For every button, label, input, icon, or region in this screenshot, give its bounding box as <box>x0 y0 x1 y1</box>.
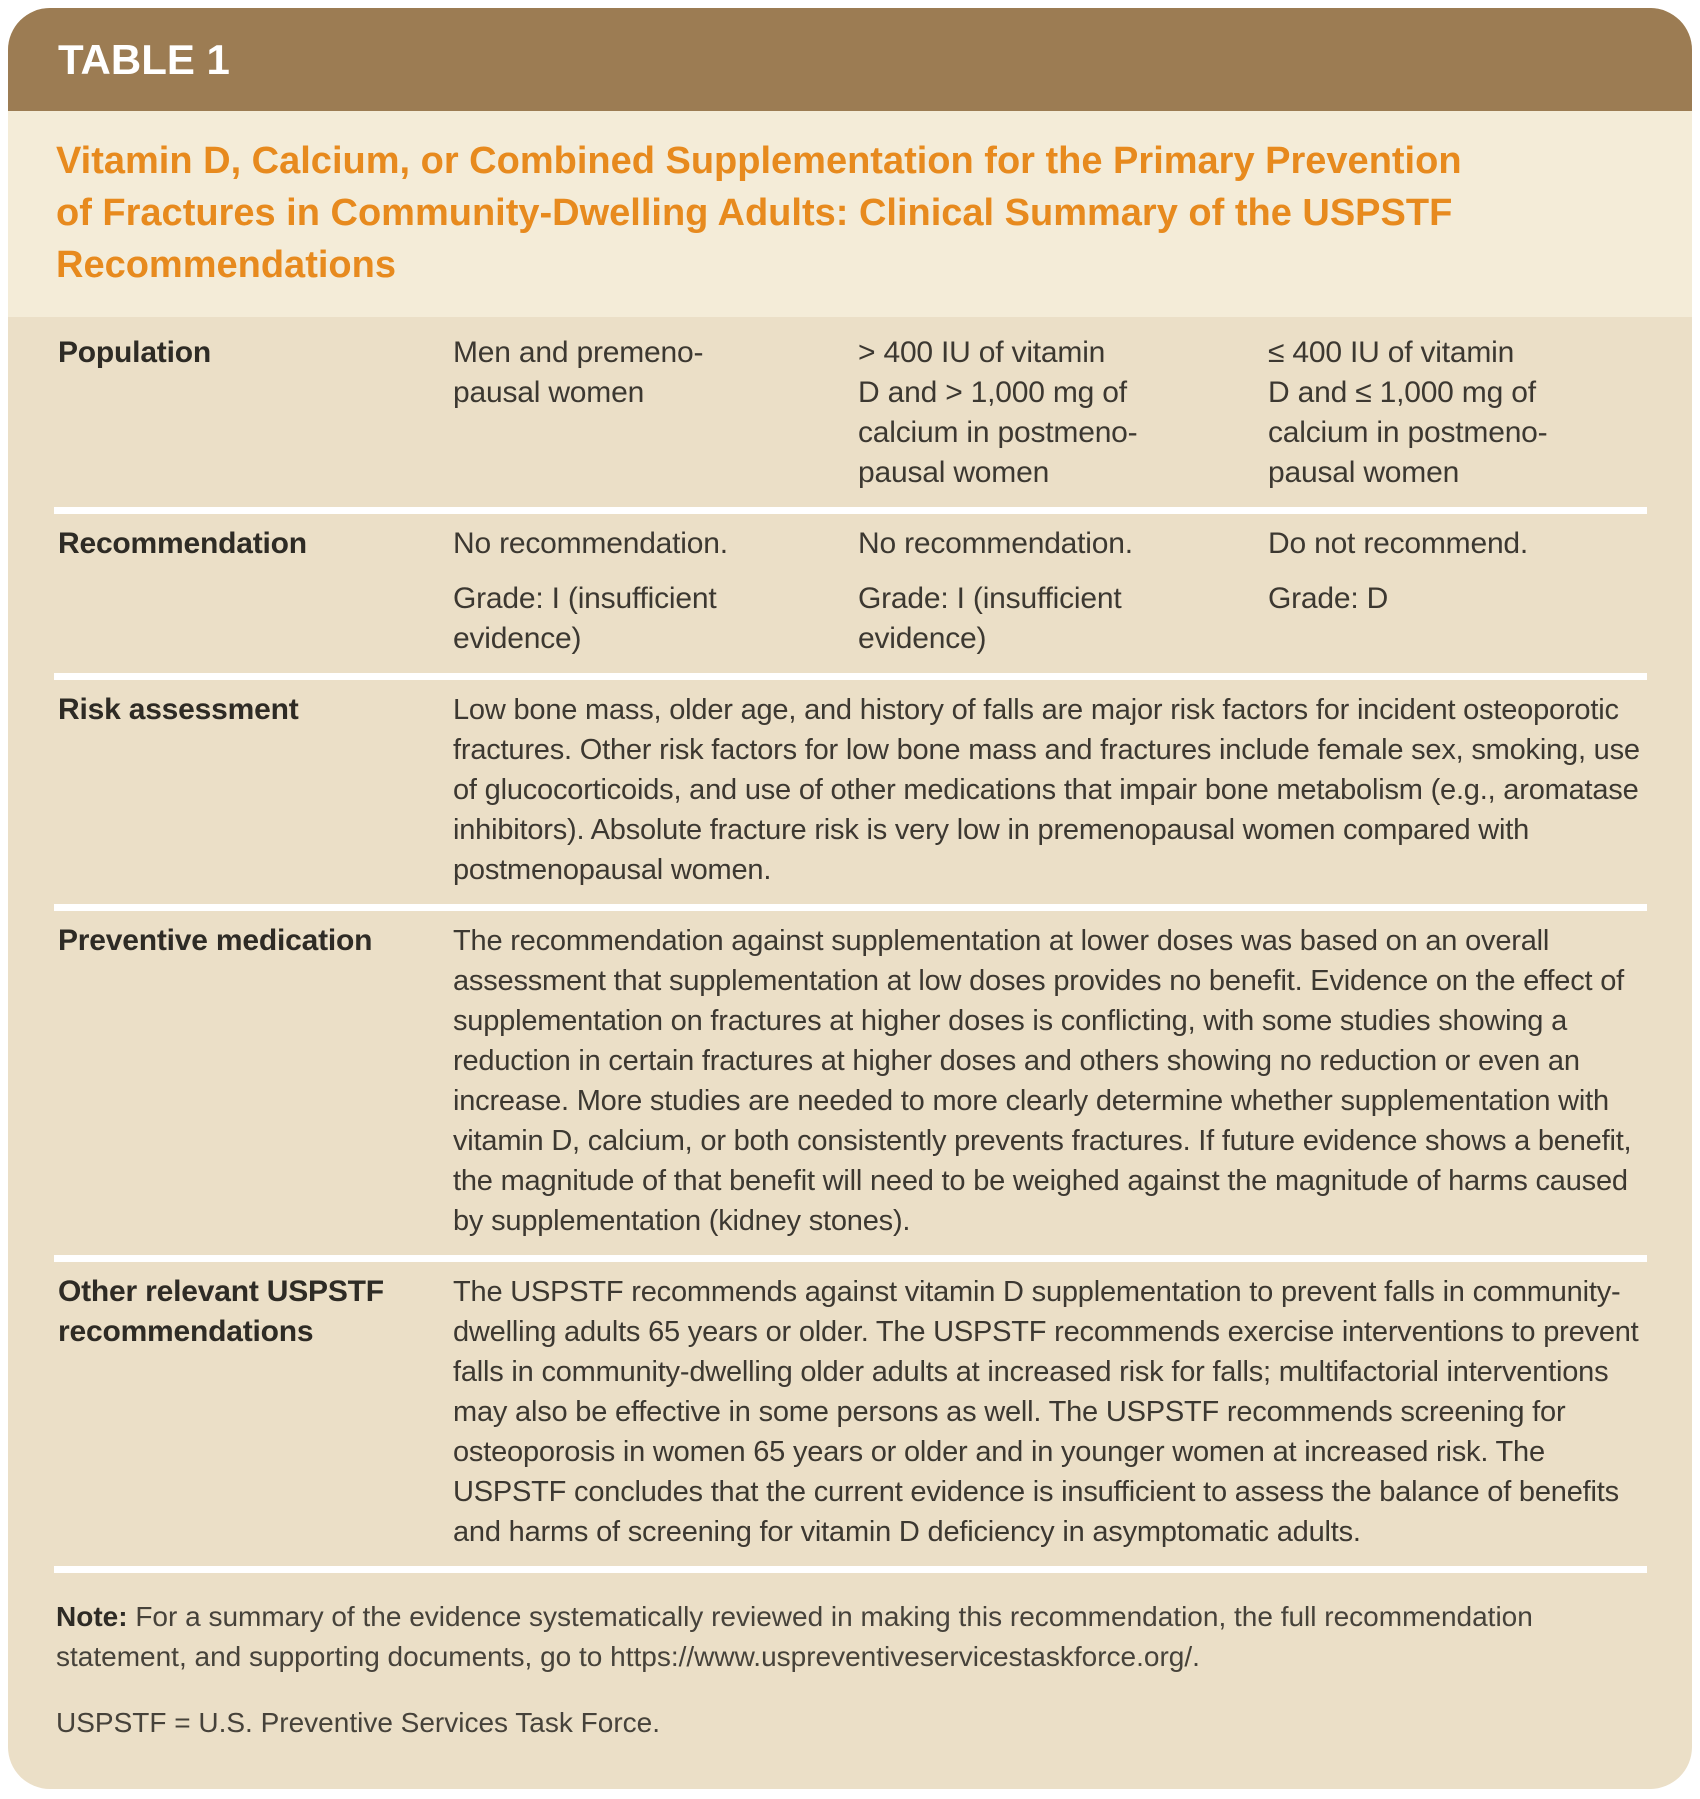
preventive-medication-text: The recommendation against supplementation at lower doses was based on an overall assessment that supplementation at low doses provides no benefit. Evidence on the effect of supplementation on fractures at higher doses is conflicting, with some studies showing a reduction in certain fractures at higher doses and others showing no reduction or even an increase. More studies are needed to more clearly determine whether supplementation with vitamin D, calcium, or both consistently prevents fractures. If future evidence shows a benefit, the magnitude of that benefit will need to be weighed against the magnitude of harms caused by supplementation (kidney stones). <box>453 925 1632 1237</box>
row-separator <box>54 673 1647 680</box>
cell-line: pausal women <box>1268 456 1460 489</box>
preventive-medication-row-label: Preventive medication <box>58 924 373 957</box>
table-title-line-1: Vitamin D, Calcium, or Combined Supplementation for the Primary Prevention <box>56 140 1462 182</box>
population-cell-low-dose <box>1268 333 1647 493</box>
population-cell-men-premenopausal <box>453 333 858 493</box>
cell-line: D and > 1,000 mg of <box>858 376 1127 409</box>
recommendation-grade: Grade: D <box>1268 582 1389 615</box>
population-cell-high-dose <box>858 333 1268 493</box>
clinical-summary-table <box>8 317 1692 1573</box>
recommendation-cell-1 <box>453 524 858 659</box>
cell-line: pausal women <box>453 376 645 409</box>
abbreviation-note: USPSTF = U.S. Preventive Services Task Force. <box>56 1707 661 1738</box>
row-separator <box>54 507 1647 514</box>
recommendation-text: No recommendation. <box>453 527 728 560</box>
other-recommendations-row <box>8 1262 1692 1566</box>
table-header-band <box>8 8 1692 111</box>
note-label: Note: <box>56 1601 128 1632</box>
uspstf-link[interactable]: https://www.uspreventiveservicestaskforce.org/ <box>610 1641 1193 1672</box>
cell-line: pausal women <box>858 456 1050 489</box>
table-number: TABLE 1 <box>58 35 230 83</box>
recommendation-grade: Grade: I (insufficient evidence) <box>453 582 717 655</box>
recommendation-text: No recommendation. <box>858 527 1133 560</box>
cell-line: D and ≤ 1,000 mg of <box>1268 376 1536 409</box>
row-separator <box>54 904 1647 911</box>
recommendation-cell-2 <box>858 524 1268 659</box>
footnote-note <box>56 1597 1647 1677</box>
table-title-line-3: Recommendations <box>56 244 396 286</box>
cell-line: > 400 IU of vitamin <box>858 336 1106 369</box>
table-footnotes <box>8 1573 1692 1743</box>
note-text: For a summary of the evidence systematically reviewed in making this recommendation, the full recommendation statement, and supporting documents, go to <box>56 1601 1533 1672</box>
other-recommendations-text: The USPSTF recommends against vitamin D supplementation to prevent falls in community-dwelling adults 65 years or older. The USPSTF recommends exercise interventions to prevent falls in community-dwelling older adults at increased risk for falls; multifactorial interventions may also be effective in some persons as well. The USPSTF recommends screening for osteoporosis in women 65 years or older and in younger women at increased risk. The USPSTF concludes that the current evidence is insufficient to assess the balance of benefits and harms of screening for vitamin D deficiency in asymptomatic adults. <box>453 1276 1639 1548</box>
cell-line: Men and premeno- <box>453 336 704 369</box>
table-card <box>8 8 1692 1789</box>
cell-line: calcium in postmeno- <box>858 416 1138 449</box>
population-row <box>8 323 1692 507</box>
cell-line: calcium in postmeno- <box>1268 416 1548 449</box>
recommendation-text: Do not recommend. <box>1268 527 1529 560</box>
recommendation-grade: Grade: I (insufficient evidence) <box>858 582 1122 655</box>
risk-assessment-text: Low bone mass, older age, and history of falls are major risk factors for incident osteoporotic fractures. Other risk factors for low bone mass and fractures include female sex, smoking, use of glucocorticoids, and use of other medications that impair bone metabolism (e.g., aromatase inhibitors). Absolute fracture risk is very low in premenopausal women compared with postmenopausal women. <box>453 694 1640 886</box>
note-period: . <box>1192 1641 1200 1672</box>
preventive-medication-row <box>8 911 1692 1255</box>
table-title <box>8 111 1692 317</box>
risk-assessment-row-label: Risk assessment <box>58 693 299 726</box>
recommendation-row <box>8 514 1692 673</box>
row-separator <box>54 1255 1647 1262</box>
cell-line: ≤ 400 IU of vitamin <box>1268 336 1515 369</box>
population-row-label: Population <box>58 336 211 369</box>
other-recommendations-row-label: Other relevant USPSTF recommendations <box>58 1275 384 1348</box>
row-separator <box>54 1566 1647 1573</box>
recommendation-cell-3 <box>1268 524 1647 659</box>
recommendation-row-label: Recommendation <box>58 527 307 560</box>
table-title-line-2: of Fractures in Community-Dwelling Adults: Clinical Summary of the USPSTF <box>56 192 1453 234</box>
risk-assessment-row <box>8 680 1692 904</box>
